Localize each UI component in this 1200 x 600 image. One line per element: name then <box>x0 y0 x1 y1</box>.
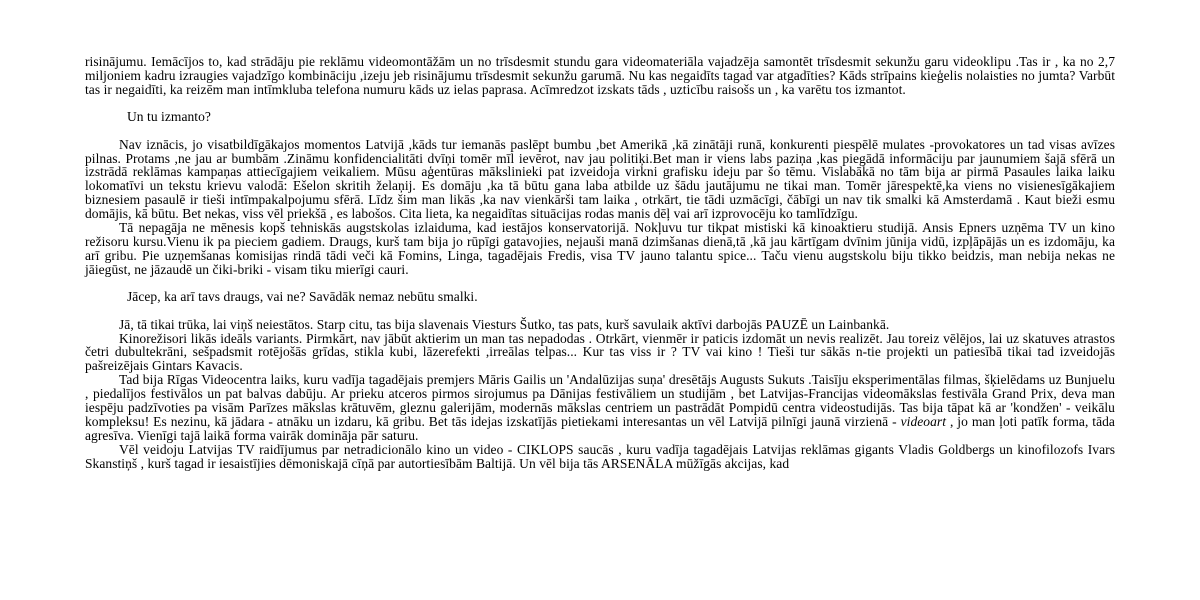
paragraph-answer-5-text: Tad bija Rīgas Videocentra laiks, kuru vadīja tagadējais premjers Māris Gailis un 'Andalūzijas suņa' dresētājs Augusts Sukuts .Taisīju eksperimentālas filmas, šķielēdams uz Bunjuelu , piedalījos festivālos un pat balvas dabūju. Ar prieku atceros pirmos sirojumus pa Dānijas festivāliem un studijām , bet Latvijas-Francijas videomākslas festivāla Grand Prix, deva man iespēju padzīvoties pa visām Parīzes mākslas krātuvēm, gleznu galerijām, modernās mākslas centriem un pastrādāt Pompidū centra videostudijās. Tas bija tāpat kā ar 'kondžen' - veikālu kompleksu! Es nezinu, kā jādara - atnāku un izdaru, kā gribu. Bet tās idejas izskatījās pietiekami interesantas un vēl Latvijā pilnīgi jaunā virzienā - <box>85 372 1115 429</box>
document-page <box>85 55 1115 471</box>
interview-question-1: Un tu izmanto? <box>127 109 211 125</box>
interview-question-2: Jāceр, ka arī tavs draugs, vai ne? Savādāk nemaz nebūtu smalki. <box>127 289 478 305</box>
paragraph-answer-1: Nav iznācis, jo visatbildīgākajos momentos Latvijā ,kāds tur iemanās paslēpt bumbu ,bet Amerikā ,kā zinātāji runā, konkurenti piespēlē mulates -provokatores un tad visas avīzes pilnas. Protams ,ne jau ar bumbām .Zināmu konfidencialitāti dvīņi tomēr mīl ievērot, nav jau politiķi.Bet man ir viens labs paziņa ,kas piegādā informāciju par jaunumiem šajā sfērā un izstrādā reklāmas kampaņas attiecīgajiem veikaliem. Mūsu aģentūras mākslinieki pat izveidoja virkni grafisku ideju par šo tēmu. Vislabākā no tām bija ar pirmā Pasaules laika laiku lokomatīvi un tekstu krievu valodā: Ešelon skritih želaņij. Es domāju ,ka tā būtu gana laba atbilde uz šādu jautājumu ne tikai man. Tomēr jārespektē,ka viens no visienesīgākajiem biznesiem pasaulē ir tieši intīmpakalpojumu sfērā. Līdz šim man likās ,ka nav vienkārši tam laika , otrkārt, tie tādi uzmācīgi, čābīgi un nav tik smalki kā Amsterdamā . Kaut bieži esmu domājis, kā būtu. Bet nekas, viss vēl priekšā , es labošos. Cita lieta, ka negaidītas situācijas rodas manis dēļ vai arī izprovocēju ko tamlīdzīgu. <box>85 136 1115 222</box>
paragraph-answer-4: Kinorežisori likās ideāls variants. Pirmkārt, nav jābūt aktierim un man tas nepadodas . Otrkārt, vienmēr ir paticis izdomāt un nevis realizēt. Jau toreiz vēlējos, lai uz skatuves atrastos četri dubultekrāni, sešpadsmit rotējošās grīdas, stikla kubi, lāzerefekti ,irreālas telpas... Kur tas viss ir ? TV vai kino ! Tieši tur sākās n-tie projekti un patiesībā tikai tad izveidojās pašreizējais Gintars Kavacis. <box>85 330 1115 374</box>
paragraph-answer-5 <box>85 373 1115 443</box>
paragraph-answer-3: Jā, tā tikai trūka, lai viņš neiestātos. Starp citu, tas bija slavenais Viesturs Šutko, tas pats, kurš savulaik aktīvi darbojās PAUZĒ un Lainbankā. <box>119 316 890 332</box>
paragraph-answer-5-end: , jo man ļoti patīk forma, tāda agresīva. Vienīgi tajā laikā forma vairāk domināja pār saturu. <box>85 413 1115 443</box>
videoart-term: videoart <box>900 413 946 429</box>
paragraph-answer-6: Vēl veidoju Latvijas TV raidījumus par netradicionālo kino un video - CIKLOPS saucās , kuru vadīja tagadējais Latvijas reklāmas gigants Vladis Goldbergs un kinofilozofs Ivars Skanstiņš , kurš tagad ir iesaistījies dēmoniskajā cīņā par autortiesībām Baltijā. Un vēl bija tās ARSENĀLA mūžīgās akcijas, kad <box>85 441 1115 471</box>
paragraph-intro: risinājumu. Iemācījos to, kad strādāju pie reklāmu videomontāžām un no trīsdesmit stundu gara videomateriāla vajadzēja samontēt trīsdesmit sekunžu garu videoklipu .Tas ir , ka no 2,7 miljoniem kadru izraugies vajadzīgo kombināciju ,izeju jeb risinājumu trīsdesmit sekunžu garumā. Nu kas negaidīts tagad var atgadīties? Kāds strīpains kieģelis nolaisties no jumta? Varbūt tas ir negaidīti, ka reizēm man intīmkluba telefona numuru kāds uz ielas paprasa. Acīmredzot izskats tāds , uzticību raisošs un , ka varētu tos izmantot. <box>85 54 1115 97</box>
paragraph-answer-2: Tā nepagāja ne mēnesis kopš tehniskās augstskolas izlaiduma, kad iestājos konservatorijā. Nokļuvu tur tikpat mistiski kā kinoaktieru studijā. Ansis Epners uzņēma TV un kino režisoru kursu.Vienu ik pa pieciem gadiem. Draugs, kurš tam bija jo rūpīgi gatavojies, nejauši manā dzimšanas dienā,tā ,kā jau kārtīgam dvīnim jūnija vidū, izpļāpājās un es izdomāju, ka arī gribu. Pie uzņemšanas komisijas rindā tādi veči kā Fomins, Linga, tagadējais Fredis, visa TV jauno talantu spice... Taču vienu augstskolu biju tikko beidzis, man nebija nekas ne jāiegūst, ne jāzaudē un čiki-briki - visam tiku mierīgi cauri. <box>85 220 1115 277</box>
